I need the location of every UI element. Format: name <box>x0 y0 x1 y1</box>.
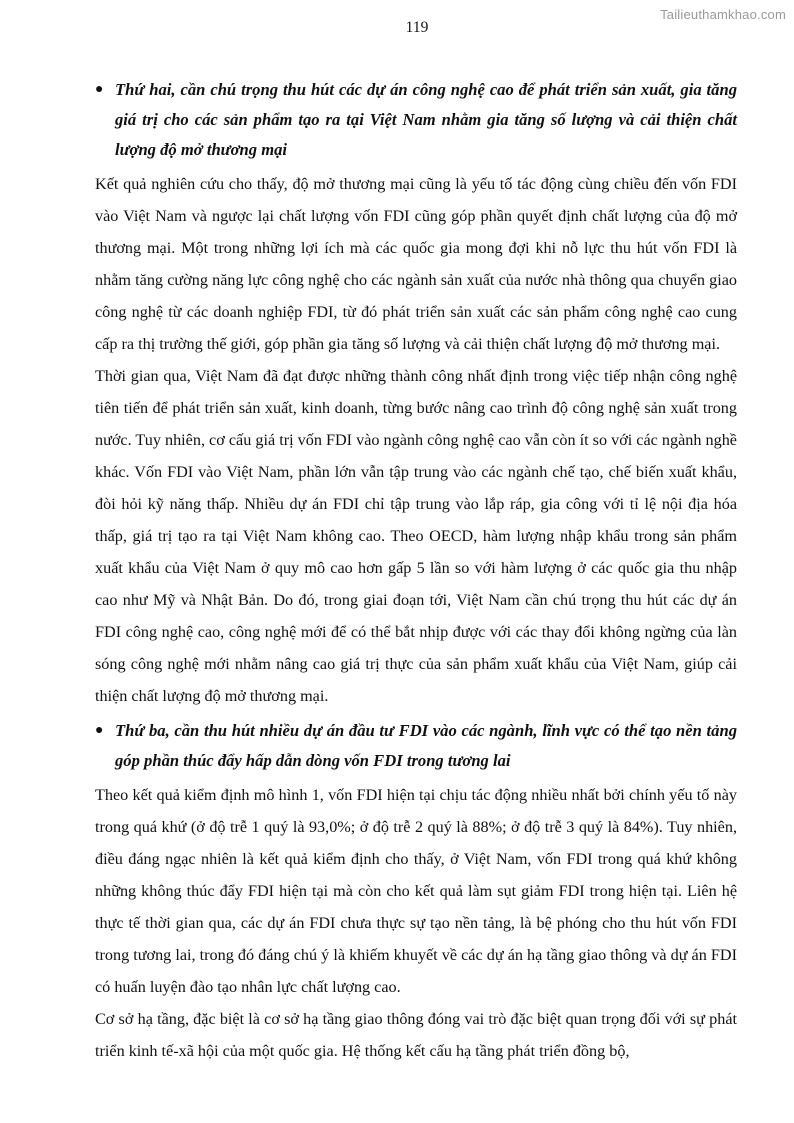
section-heading <box>95 716 737 776</box>
page-number: 119 <box>405 19 429 36</box>
paragraph: Theo kết quả kiểm định mô hình 1, vốn FDI hiện tại chịu tác động nhiều nhất bởi chính yếu tố này trong quá khứ (ở độ trễ 1 quý là 93,0%; ở độ trễ 2 quý là 88%; ở độ trễ 3 quý là 84%). Tuy nhiên, điều đáng ngạc nhiên là kết quả kiểm định cho thấy, ở Việt Nam, vốn FDI trong quá khứ không những không thúc đẩy FDI hiện tại mà còn cho kết quả làm sụt giảm FDI trong hiện tại. Liên hệ thực tế thời gian qua, các dự án FDI chưa thực sự tạo nền tảng, là bệ phóng cho thu hút vốn FDI trong tương lai, trong đó đáng chú ý là khiếm khuyết về các dự án hạ tầng giao thông và dự án FDI có huấn luyện đào tạo nhân lực chất lượng cao. <box>95 786 737 996</box>
paragraph: Cơ sở hạ tầng, đặc biệt là cơ sở hạ tầng giao thông đóng vai trò đặc biệt quan trọng đối với sự phát triển kinh tế-xã hội của một quốc gia. Hệ thống kết cấu hạ tầng phát triển đồng bộ, <box>95 1010 737 1060</box>
paragraph: Kết quả nghiên cứu cho thấy, độ mở thương mại cũng là yếu tố tác động cùng chiều đến vốn FDI vào Việt Nam và ngược lại chất lượng vốn FDI cũng góp phần quyết định chất lượng của độ mở thương mại. Một trong những lợi ích mà các quốc gia mong đợi khi nỗ lực thu hút vốn FDI là nhằm tăng cường năng lực công nghệ cho các ngành sản xuất của nước nhà thông qua chuyển giao công nghệ từ các doanh nghiệp FDI, từ đó phát triển sản xuất các sản phẩm công nghệ cao cung cấp ra thị trường thế giới, góp phần gia tăng số lượng và cải thiện chất lượng độ mở thương mại. <box>95 175 737 353</box>
section-heading-text: Thứ ba, cần thu hút nhiều dự án đầu tư FDI vào các ngành, lĩnh vực có thể tạo nền tảng góp phần thúc đẩy hấp dẫn dòng vốn FDI trong tương lai <box>115 721 737 770</box>
bullet-icon: ● <box>95 723 104 738</box>
paragraph: Thời gian qua, Việt Nam đã đạt được những thành công nhất định trong việc tiếp nhận công nghệ tiên tiến để phát triển sản xuất, kinh doanh, từng bước nâng cao trình độ công nghệ sản xuất trong nước. Tuy nhiên, cơ cấu giá trị vốn FDI vào ngành công nghệ cao vẫn còn ít so với các ngành nghề khác. Vốn FDI vào Việt Nam, phần lớn vẫn tập trung vào các ngành chế tạo, chế biến xuất khẩu, đòi hỏi kỹ năng thấp. Nhiều dự án FDI chỉ tập trung vào lắp ráp, gia công với tỉ lệ nội địa hóa thấp, giá trị tạo ra tại Việt Nam không cao. Theo OECD, hàm lượng nhập khẩu trong sản phẩm xuất khẩu của Việt Nam ở quy mô cao hơn gấp 5 lần so với hàm lượng ở các quốc gia thu nhập cao như Mỹ và Nhật Bản. Do đó, trong giai đoạn tới, Việt Nam cần chú trọng thu hút các dự án FDI công nghệ cao, công nghệ mới để có thể bắt nhịp được với các thay đổi không ngừng của làn sóng công nghệ mới nhằm nâng cao giá trị thực của sản phẩm xuất khẩu của Việt Nam, giúp cải thiện chất lượng độ mở thương mại. <box>95 367 737 705</box>
section-heading <box>95 75 737 165</box>
bullet-icon: ● <box>95 82 104 97</box>
section-heading-text: Thứ hai, cần chú trọng thu hút các dự án công nghệ cao để phát triển sản xuất, gia tăng giá trị cho các sản phẩm tạo ra tại Việt Nam nhằm gia tăng số lượng và cải thiện chất lượng độ mở thương mại <box>115 80 737 159</box>
watermark: Tailieuthamkhao.com <box>660 7 786 22</box>
page-content <box>95 75 737 1067</box>
